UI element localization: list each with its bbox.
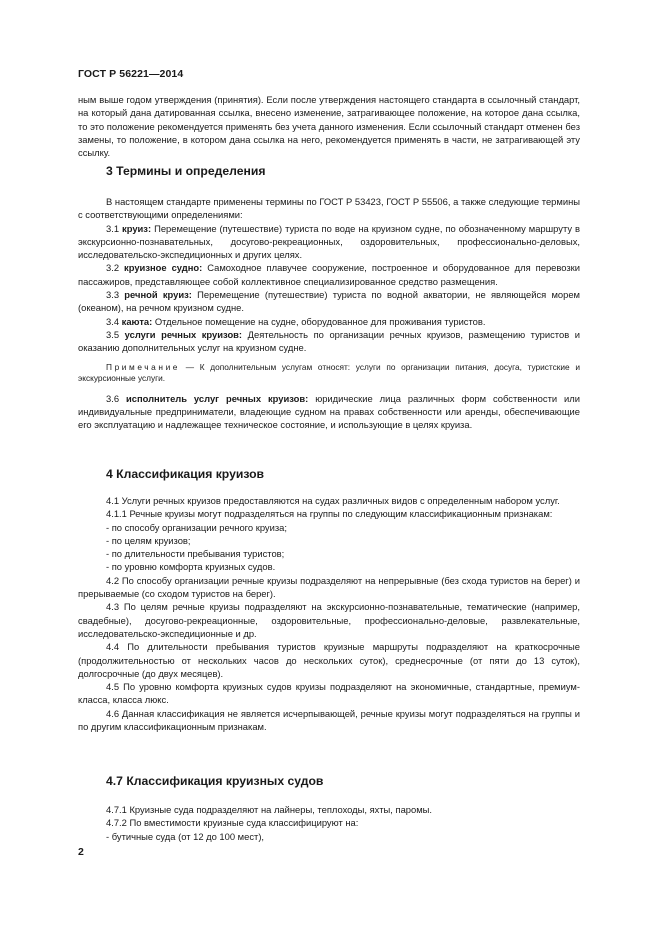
section-3-intro: В настоящем стандарте применены термины по ГОСТ Р 53423, ГОСТ Р 55506, а также следующие термины с соответствующими определениями: xyxy=(78,196,580,221)
term-number: 3.4 xyxy=(106,315,120,327)
list-item: - по длительности пребывания туристов; xyxy=(106,548,285,560)
term-number: 3.3 xyxy=(106,289,120,301)
note-paragraph xyxy=(78,362,580,385)
term-definition: Перемещение (путешествие) туриста по воде на круизном судне, по обозначенному маршруту в экскурсионно-познавательных, досугово-рекреационных, оздоровительных, профессионально-деловых, исследовательско-экспедиционных и других целях. xyxy=(78,222,581,261)
page-number: 2 xyxy=(78,846,84,858)
paragraph-4-3: 4.3 По целям речные круизы подразделяют на экскурсионно-познавательные, тематические (например, свадебные), досугово-рекреационные, оздоровительные, профессионально-деловые, развлекательные, исследовательско-экспедиционные и др. xyxy=(78,601,580,639)
term-definition: юридические лица различных форм собственности или индивидуальные предприниматели, владеющие судном на правах собственности или аренды, обеспечивающие его эксплуатацию и надлежащее техническое состояние, и использующие в целях круиза. xyxy=(78,392,580,431)
paragraph-4-7-1: 4.7.1 Круизные суда подразделяют на лайнеры, теплоходы, яхты, паромы. xyxy=(106,804,432,815)
document-header: ГОСТ Р 56221—2014 xyxy=(78,68,184,80)
paragraph-4-1: 4.1 Услуги речных круизов предоставляются на судах различных видов с определенным набором услуг. xyxy=(106,495,560,506)
term-definition: Самоходное плавучее сооружение, построенное и оборудованное для перевозки пассажиров, представляющее собой коллективное специализированное средство размещения. xyxy=(78,262,580,287)
term-name: услуги речных круизов: xyxy=(124,328,243,340)
list-item: - по способу организации речного круиза; xyxy=(106,521,287,533)
term-name: речной круиз: xyxy=(124,289,192,301)
section-4-body xyxy=(78,494,580,733)
paragraph-4-5: 4.5 По уровню комфорта круизных судов круизы подразделяют на экономичные, стандартные, премиум-класса, класса люкс. xyxy=(78,681,580,706)
note-text: — К дополнительным услугам относят: услуги по организации питания, досуга, туристские и экскурсионные услуги. xyxy=(78,361,580,384)
term-3-1 xyxy=(78,222,580,262)
term-number: 3.2 xyxy=(106,262,120,274)
section-4-heading: 4 Классификация круизов xyxy=(106,467,265,481)
term-name: круизное судно: xyxy=(124,262,203,274)
term-definition: Деятельность по организации речных круизов, размещению туристов и оказанию дополнительных услуг на круизном судне. xyxy=(78,328,581,354)
term-number: 3.6 xyxy=(106,392,120,404)
intro-block xyxy=(78,93,580,159)
section-4-7-body xyxy=(78,803,580,843)
term-3-3 xyxy=(78,288,580,315)
term-definition: Перемещение (путешествие) туриста по водной акватории, не являющейся морем (океаном), на речном круизном судне. xyxy=(78,289,580,314)
intro-paragraph: ным выше годом утверждения (принятия). Если после утверждения настоящего стандарта в ссылочный стандарт, на который дана датированная ссылка, внесено изменение, затрагивающее положение, на которое дана ссылка, то это положение рекомендуется применять без учета данного изменения. Если ссылочный стандарт отменен без замены, то положение, в котором дана ссылка на него, рекомендуется применять в части, не затрагивающей эту ссылку. xyxy=(78,94,580,159)
list-item: - бутичные суда (от 12 до 100 мест), xyxy=(106,830,265,842)
term-name: исполнитель услуг речных круизов: xyxy=(125,392,309,404)
paragraph-4-6: 4.6 Данная классификация не является исчерпывающей, речные круизы могут подразделяться на группы и по другим классификационным признакам. xyxy=(78,707,580,733)
section-4-7-heading: 4.7 Классификация круизных судов xyxy=(106,774,324,788)
term-3-4 xyxy=(78,315,580,328)
paragraph-4-1-1: 4.1.1 Речные круизы могут подразделяться на группы по следующим классификационным признакам: xyxy=(106,508,553,520)
term-number: 3.1 xyxy=(106,222,120,234)
paragraph-4-7-2: 4.7.2 По вместимости круизные суда классифицируют на: xyxy=(106,817,359,829)
term-3-5 xyxy=(78,328,580,355)
note-label: Примечание xyxy=(106,361,181,372)
term-3-6 xyxy=(78,392,580,432)
list-item: - по уровню комфорта круизных судов. xyxy=(106,561,276,573)
term-definition: Отдельное помещение на судне, оборудованное для проживания туристов. xyxy=(154,315,486,327)
paragraph-4-4: 4.4 По длительности пребывания туристов круизные маршруты подразделяют на краткосрочные (продолжительностью от нескольких часов до нескольких суток), среднесрочные (от пяти до 13 суток), долгосрочные (до двух месяцев). xyxy=(78,641,580,679)
paragraph-4-2: 4.2 По способу организации речные круизы подразделяют на непрерывные (без схода туристов на берег) и прерываемые (со сходом туристов на берег). xyxy=(78,574,580,600)
section-3-body xyxy=(78,195,580,431)
term-number: 3.5 xyxy=(106,328,120,340)
section-3-heading: 3 Термины и определения xyxy=(106,164,266,178)
term-name: круиз: xyxy=(122,222,152,234)
term-name: каюта: xyxy=(121,315,153,327)
list-item: - по целям круизов; xyxy=(106,534,191,546)
term-3-2 xyxy=(78,261,580,288)
